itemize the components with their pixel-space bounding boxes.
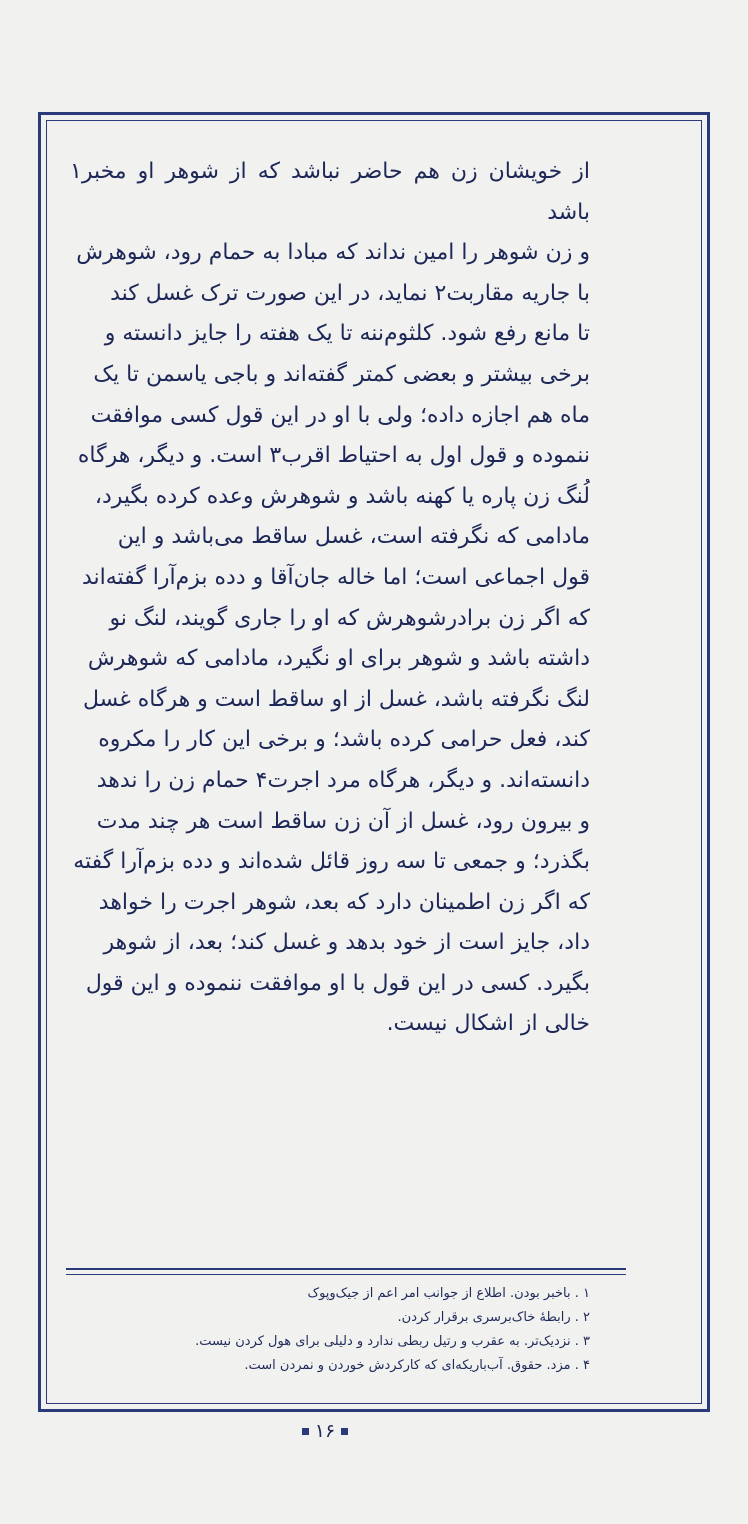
square-ornament-icon <box>302 1428 309 1435</box>
text-line: با جاریه مقاربت۲ نماید، در این صورت ترک غسل کند <box>110 280 590 306</box>
text-line: که اگر زن برادرشوهرش که او را جاری گویند، لنگ نو <box>109 605 590 631</box>
footnote-2: ۲ . رابطهٔ خاک‌برسری برقرار کردن. <box>397 1310 590 1325</box>
text-line: برخی بیشتر و بعضی کمتر گفته‌اند و باجی یاسمن تا یک <box>93 361 590 387</box>
footnote-1: ۱ . باخبر بودن. اطلاع از جوانب امر اعم از جیک‌وپوک <box>307 1286 590 1301</box>
footnote-3: ۳ . نزدیک‌تر. به عقرب و رتیل ربطی ندارد و دلیلی برای هول کردن نیست. <box>195 1334 590 1349</box>
footnotes <box>150 1282 590 1378</box>
footnote-divider <box>66 1268 626 1270</box>
text-line: و بیرون رود، غسل از آن زن ساقط است هر چند مدت <box>96 808 590 834</box>
text-line: ماه هم اجازه داده؛ ولی با او در این قول کسی موافقت <box>90 402 590 428</box>
page-number-block <box>0 1420 650 1442</box>
footnote-divider-thin <box>66 1274 626 1275</box>
page-number: ۱۶ <box>314 1420 336 1442</box>
text-line: که اگر زن اطمینان دارد که بعد، شوهر اجرت را خواهد <box>98 889 590 915</box>
square-ornament-icon <box>341 1428 348 1435</box>
text-line: داشته باشد و شوهر برای او نگیرد، مادامی که شوهرش <box>87 646 590 672</box>
text-line: خالی از اشکال نیست. <box>386 1011 590 1037</box>
text-line: تا مانع رفع شود. کلثوم‌ننه تا یک هفته را جایز دانسته و <box>104 321 590 347</box>
text-line: بگیرد. کسی در این قول با او موافقت ننموده و این قول <box>85 970 590 996</box>
text-line: بگذرد؛ و جمعی تا سه روز قائل شده‌اند و دده بزم‌آرا گفته <box>73 849 590 875</box>
text-line: از خویشان زن هم حاضر نباشد که از شوهر او مخبر۱ باشد <box>70 159 590 225</box>
text-line: کند، فعل حرامی کرده باشد؛ و برخی این کار را مکروه <box>98 727 590 753</box>
text-line: لنگ نگرفته باشد، غسل از او ساقط است و هرگاه غسل <box>82 686 590 712</box>
text-line: قول اجماعی است؛ اما خاله جان‌آقا و دده بزم‌آرا گفته‌اند <box>81 564 590 590</box>
text-line: داد، جایز است از خود بدهد و غسل کند؛ بعد، از شوهر <box>103 930 590 956</box>
text-line: دانسته‌اند. و دیگر، هرگاه مرد اجرت۴ حمام زن را ندهد <box>96 767 590 793</box>
text-line: لُنگ زن پاره یا کهنه باشد و شوهرش وعده کرده بگیرد، <box>94 483 590 509</box>
footnote-4: ۴ . مزد. حقوق. آب‌باریکه‌ای که کارکردش خوردن و نمردن است. <box>244 1358 590 1373</box>
body-text <box>70 152 590 1045</box>
text-line: و زن شوهر را امین نداند که مبادا به حمام رود، شوهرش <box>76 240 590 266</box>
text-line: ننموده و قول اول به احتیاط اقرب۳ است. و دیگر، هرگاه <box>77 443 590 469</box>
text-line: مادامی که نگرفته است، غسل ساقط می‌باشد و این <box>117 524 590 550</box>
